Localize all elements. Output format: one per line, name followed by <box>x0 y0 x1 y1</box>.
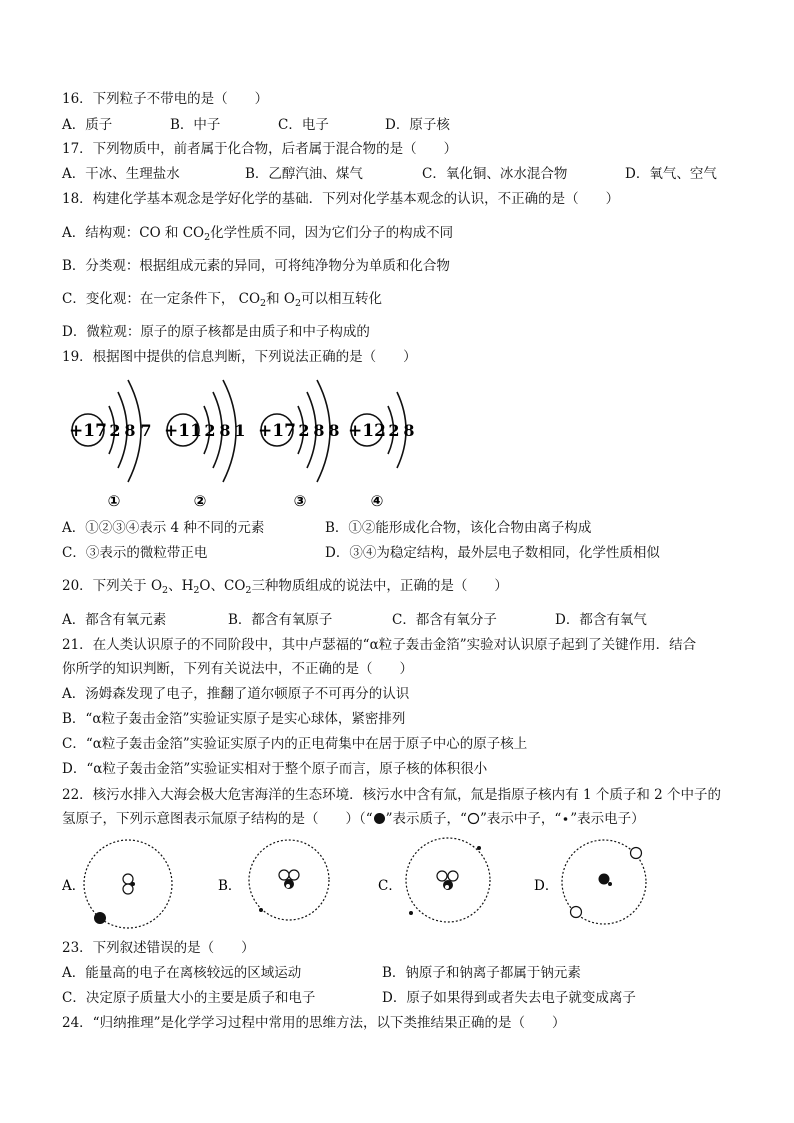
q18-option-c: C．变化观：在一定条件下， $CO_2$和 $O_2$可以相互转化 <box>62 291 382 309</box>
atom-1-label: ① <box>107 492 121 510</box>
q16-option-c: C．电子 <box>278 117 329 133</box>
q20-option-b: B．都含有氧原子 <box>228 612 333 628</box>
atom-diagram-3 <box>258 380 340 510</box>
q19-option-d: D．③④为稳定结构，最外层电子数相同，化学性质相似 <box>325 545 660 561</box>
question-22-stem-line-1: 22．核污水排入大海会极大危害海洋的生态环境．核污水中含有氚，氚是指原子核内有 1 个质子和 2 个中子的 <box>62 787 722 803</box>
atom-diagram-1 <box>69 380 152 510</box>
atom-3-shell-2: 8 <box>313 421 325 440</box>
q19-option-c: C．③表示的微粒带正电 <box>62 545 208 561</box>
atom-2-shell-3: 1 <box>234 421 246 440</box>
atom-diagram-2 <box>164 380 246 510</box>
q18-option-b: B．分类观：根据组成元素的异同，可将纯净物分为单质和化合物 <box>62 258 450 274</box>
atom-diagram-4 <box>348 392 415 510</box>
q17-option-c: C．氧化铜、冰水混合物 <box>422 166 568 182</box>
q21-option-d: D．“α粒子轰击金箔”实验证实相对于整个原子而言，原子核的体积很小 <box>62 761 488 777</box>
tritium-model-diagrams <box>62 836 682 934</box>
q16-option-a: A．质子 <box>62 117 113 133</box>
atom-2-nucleus: +11 <box>164 421 202 441</box>
question-18-stem: 18．构建化学基本观念是学好化学的基础．下列对化学基本观念的认识，不正确的是（ ） <box>62 191 620 207</box>
atom-4-nucleus: +12 <box>348 421 386 441</box>
q20-option-d: D．都含有氧气 <box>555 612 647 628</box>
q23-option-b: B．钠原子和钠离子都属于钠元素 <box>382 965 581 981</box>
atom-1-nucleus: +17 <box>69 421 107 441</box>
question-22-stem-line-2: 氢原子，下列示意图表示氚原子结构的是（ ）（“ ”表示质子，“ ”表示中子，“ ”表示电子） <box>62 811 645 827</box>
q20-option-c: C．都含有氧分子 <box>392 612 497 628</box>
atom-model-a <box>84 840 172 928</box>
q16-option-b: B．中子 <box>170 117 221 133</box>
atom-1-shell-1: 2 <box>109 421 121 440</box>
q19-option-a: A．①②③④表示 4 种不同的元素 <box>62 520 265 536</box>
atom-1-shell-2: 8 <box>124 421 136 440</box>
question-24-stem: 24．“归纳推理”是化学学习过程中常用的思维方法，以下类推结果正确的是（ ） <box>62 1015 566 1031</box>
atom-4-shell-1: 2 <box>388 421 400 440</box>
q21-option-b: B．“α粒子轰击金箔”实验证实原子是实心球体，紧密排列 <box>62 711 406 727</box>
question-16-stem: 16．下列粒子不带电的是（ ） <box>62 91 269 107</box>
model-a-label: A． <box>62 878 86 894</box>
atom-1-shell-3: 7 <box>140 421 152 440</box>
atom-model-c <box>406 838 490 922</box>
q18-option-a: A．结构观：CO 和 $CO_2$化学性质不同，因为它们分子的构成不同 <box>62 225 454 243</box>
q23-option-c: C．决定原子质量大小的主要是质子和电子 <box>62 990 316 1006</box>
atom-4-shell-2: 8 <box>403 421 415 440</box>
q23-option-d: D．原子如果得到或者失去电子就变成离子 <box>382 990 636 1006</box>
atom-3-shell-1: 2 <box>298 421 310 440</box>
question-21-stem-line-1: 21．在人类认识原子的不同阶段中，其中卢瑟福的“α粒子轰击金箔”实验对认识原子起到了关键作用．结合 <box>62 637 697 653</box>
question-23-stem: 23．下列叙述错误的是（ ） <box>62 940 255 956</box>
q17-option-a: A．干冰、生理盐水 <box>62 166 180 182</box>
question-20-stem: 20．下列关于 $O_2$、$H_2O$、$CO_2$三种物质组成的说法中，正确的是（ ） <box>62 578 508 596</box>
atom-3-label: ③ <box>293 492 307 510</box>
q21-option-a: A．汤姆森发现了电子，推翻了道尔顿原子不可再分的认识 <box>62 686 410 702</box>
electron-legend-icon <box>561 812 570 825</box>
q16-option-d: D．原子核 <box>385 117 450 133</box>
atomic-structure-diagrams <box>62 378 417 510</box>
question-17-stem: 17．下列物质中，前者属于化合物，后者属于混合物的是（ ） <box>62 141 458 157</box>
question-19-stem: 19．根据图中提供的信息判断，下列说法正确的是（ ） <box>62 349 417 365</box>
atom-model-b <box>249 840 329 920</box>
q23-option-a: A．能量高的电子在离核较远的区域运动 <box>62 965 302 981</box>
atom-3-nucleus: +17 <box>258 421 296 441</box>
atom-3-shell-3: 8 <box>328 421 340 440</box>
proton-legend-icon <box>373 812 386 825</box>
model-d-label: D． <box>534 878 559 894</box>
atom-model-d <box>562 840 646 924</box>
question-21-stem-line-2: 你所学的知识判断，下列有关说法中，不正确的是（ ） <box>62 661 413 677</box>
model-c-label: C． <box>378 878 402 894</box>
atom-2-shell-1: 2 <box>204 421 216 440</box>
atom-2-shell-2: 8 <box>219 421 231 440</box>
q19-option-b: B．①②能形成化合物，该化合物由离子构成 <box>325 520 592 536</box>
q18-option-d: D．微粒观：原子的原子核都是由质子和中子构成的 <box>62 324 370 340</box>
q21-option-c: C．“α粒子轰击金箔”实验证实原子内的正电荷集中在居于原子中心的原子核上 <box>62 736 528 752</box>
neutron-legend-icon <box>467 812 480 825</box>
model-b-label: B． <box>218 878 242 894</box>
q17-option-b: B．乙醇汽油、煤气 <box>245 166 363 182</box>
q20-option-a: A．都含有氧元素 <box>62 612 167 628</box>
atom-2-label: ② <box>193 492 207 510</box>
q17-option-d: D．氧气、空气 <box>625 166 717 182</box>
atom-4-label: ④ <box>370 492 384 510</box>
